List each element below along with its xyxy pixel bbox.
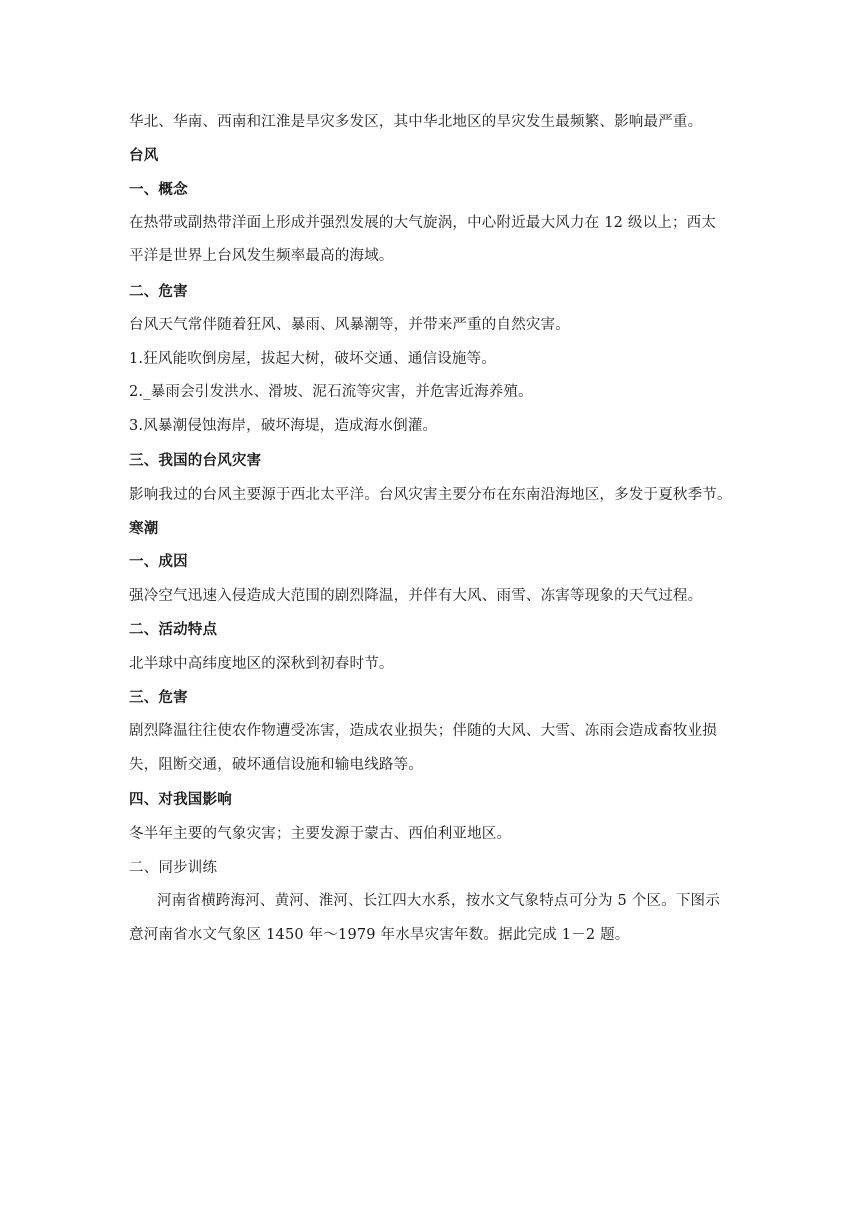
cold-wave-activity-text: 北半球中高纬度地区的深秋到初春时节。: [129, 656, 394, 672]
typhoon-concept-line-2: 平洋是世界上台风发生频率最高的海域。: [129, 248, 394, 264]
cold-wave-impact-text: 冬半年主要的气象灾害；主要发源于蒙古、西伯利亚地区。: [129, 826, 512, 842]
cold-wave-harm-line-1: 剧烈降温往往使农作物遭受冻害，造成农业损失；伴随的大风、大雪、冻雨会造成畜牧业损: [129, 723, 717, 739]
practice-paragraph-line-1: 河南省横跨海河、黄河、淮河、长江四大水系，按水文气象特点可分为 5 个区。下图示: [157, 893, 720, 909]
typhoon-harm-heading: 二、危害: [129, 284, 188, 300]
practice-title: 二、同步训练: [129, 860, 218, 876]
cold-wave-harm-heading: 三、危害: [129, 690, 188, 706]
practice-paragraph-line-2: 意河南省水文气象区 1450 年～1979 年水旱灾害年数。据此完成 1－2 题。: [129, 927, 630, 943]
cold-wave-impact-heading: 四、对我国影响: [129, 792, 232, 808]
cold-wave-activity-heading: 二、活动特点: [129, 622, 218, 638]
typhoon-china-heading: 三、我国的台风灾害: [129, 453, 262, 469]
cold-wave-harm-line-2: 失，阻断交通，破坏通信设施和输电线路等。: [129, 757, 423, 773]
typhoon-concept-heading: 一、概念: [129, 182, 188, 198]
cold-wave-cause-text: 强冷空气迅速入侵造成大范围的剧烈降温，并伴有大风、雨雪、冻害等现象的天气过程。: [129, 588, 703, 604]
cold-wave-title: 寒潮: [129, 521, 159, 537]
typhoon-harm-intro: 台风天气常伴随着狂风、暴雨、风暴潮等，并带来严重的自然灾害。: [129, 317, 570, 333]
typhoon-harm-item-2: 2._暴雨会引发洪水、滑坡、泥石流等灾害，并危害近海养殖。: [129, 384, 533, 400]
typhoon-china-text: 影响我过的台风主要源于西北太平洋。台风灾害主要分布在东南沿海地区，多发于夏秋季节。: [129, 487, 732, 503]
typhoon-concept-line-1: 在热带或副热带洋面上形成并强烈发展的大气旋涡，中心附近最大风力在 12 级以上；西太: [129, 215, 717, 231]
typhoon-title: 台风: [129, 148, 159, 164]
cold-wave-cause-heading: 一、成因: [129, 554, 188, 570]
intro-line: 华北、华南、西南和江淮是旱灾多发区，其中华北地区的旱灾发生最频繁、影响最严重。: [129, 114, 703, 130]
typhoon-harm-item-1: 1.狂风能吹倒房屋，拔起大树，破坏交通、通信设施等。: [129, 351, 497, 367]
typhoon-harm-item-3: 3.风暴潮侵蚀海岸，破坏海堤，造成海水倒灌。: [129, 418, 438, 434]
